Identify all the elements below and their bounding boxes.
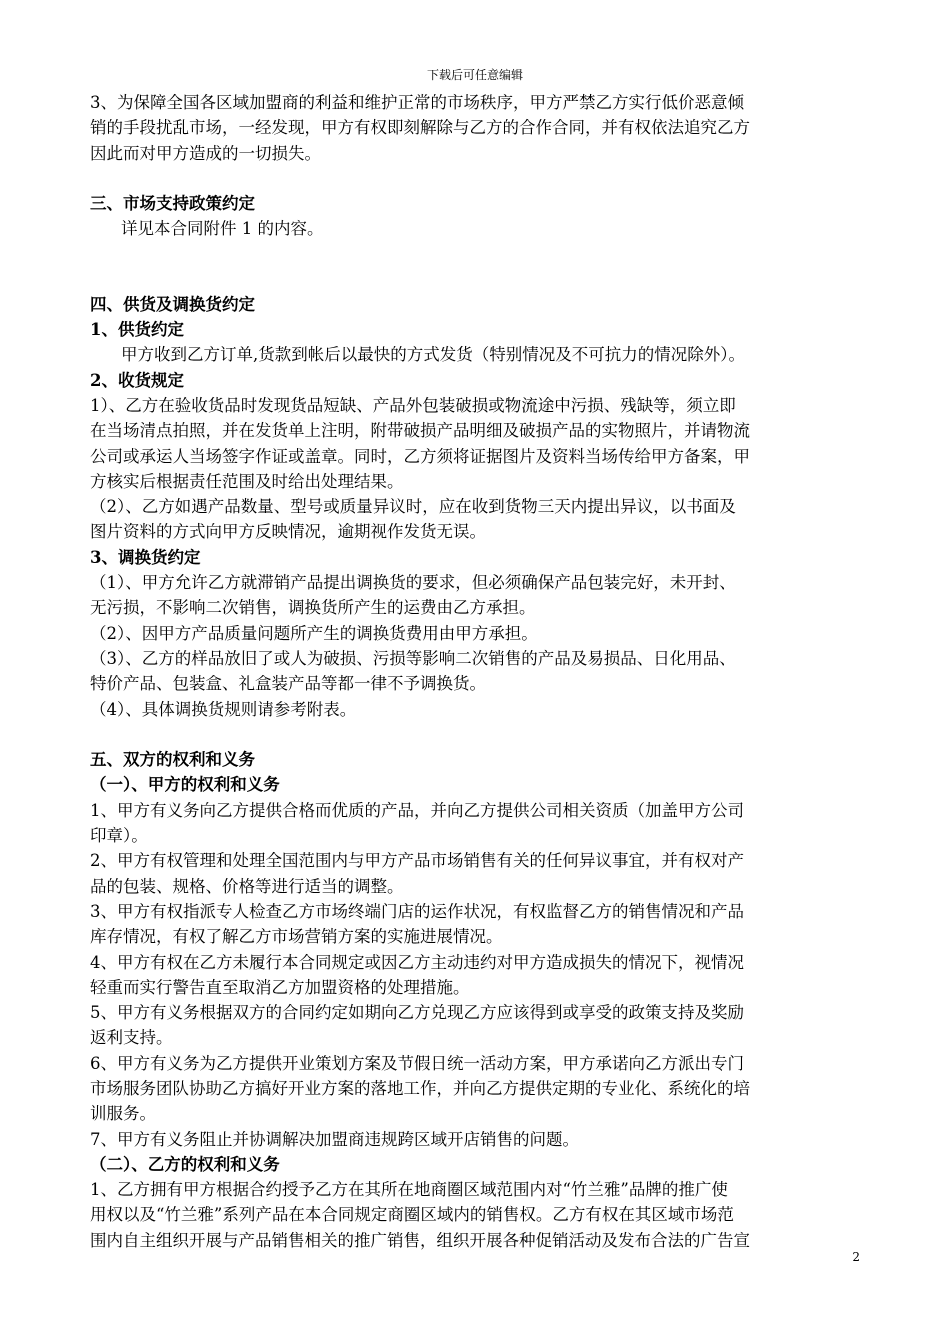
section-heading: 三、市场支持政策约定 <box>90 194 255 214</box>
paragraph-line: 2、甲方有权管理和处理全国范围内与甲方产品市场销售有关的任何异议事宜，并有权对产 <box>90 851 744 871</box>
page-header: 下载后可任意编辑 <box>426 68 523 82</box>
paragraph-line: 在当场清点拍照，并在发货单上注明，附带破损产品明细及破损产品的实物照片，并请物流 <box>90 421 750 441</box>
paragraph-line: （1）、甲方允许乙方就滞销产品提出调换货的要求，但必须确保产品包装完好，未开封、 <box>90 573 736 593</box>
paragraph-line: 无污损，不影响二次销售，调换货所产生的运费由乙方承担。 <box>90 598 536 618</box>
paragraph-line: （3）、乙方的样品放旧了或人为破损、污损等影响二次销售的产品及易损品、日化用品、 <box>90 648 736 668</box>
paragraph-line: 详见本合同附件 1 的内容。 <box>121 219 324 239</box>
paragraph-line: 1）、乙方在验收货品时发现货品短缺、产品外包装破损或物流途中污损、残缺等，须立即 <box>90 395 736 415</box>
paragraph-line: 7、甲方有义务阻止并协调解决加盟商违规跨区域开店销售的问题。 <box>90 1129 579 1149</box>
paragraph-line: 4、甲方有权在乙方未履行本合同规定或因乙方主动违约对甲方造成损失的情况下，视情况 <box>90 952 744 972</box>
subsection-heading: 1、供货约定 <box>90 320 184 340</box>
subsection-heading: 2、收货规定 <box>90 370 184 390</box>
paragraph-line: 围内自主组织开展与产品销售相关的推广销售，组织开展各种促销活动及发布合法的广告宣 <box>90 1230 750 1250</box>
paragraph-line: 1、甲方有义务向乙方提供合格而优质的产品，并向乙方提供公司相关资质（加盖甲方公司 <box>90 800 744 820</box>
paragraph-line: 公司或承运人当场签字作证或盖章。同时，乙方须将证据图片及资料当场传给甲方备案，甲 <box>90 446 750 466</box>
subsection-heading: （二）、乙方的权利和义务 <box>90 1154 280 1174</box>
paragraph-line: （4）、具体调换货规则请参考附表。 <box>90 699 357 719</box>
paragraph-line: 甲方收到乙方订单,货款到帐后以最快的方式发货（特别情况及不可抗力的情况除外）。 <box>121 345 745 365</box>
paragraph-line: 库存情况，有权了解乙方市场营销方案的实施进展情况。 <box>90 927 503 947</box>
paragraph-line: 6、甲方有义务为乙方提供开业策划方案及节假日统一活动方案，甲方承诺向乙方派出专门 <box>90 1053 744 1073</box>
paragraph-line: 5、甲方有义务根据双方的合同约定如期向乙方兑现乙方应该得到或享受的政策支持及奖励 <box>90 1003 744 1023</box>
paragraph-line: （2）、乙方如遇产品数量、型号或质量异议时，应在收到货物三天内提出异议，以书面及 <box>90 497 736 517</box>
paragraph-line: 训服务。 <box>90 1104 156 1124</box>
paragraph-line: 图片资料的方式向甲方反映情况，逾期视作发货无误。 <box>90 522 486 542</box>
document-body <box>90 90 862 1253</box>
paragraph-line: 3、甲方有权指派专人检查乙方市场终端门店的运作状况，有权监督乙方的销售情况和产品 <box>90 901 744 921</box>
paragraph-line: 因此而对甲方造成的一切损失。 <box>90 143 321 163</box>
paragraph-line: （2）、因甲方产品质量问题所产生的调换货费用由甲方承担。 <box>90 623 538 643</box>
paragraph-line: 用权以及“竹兰雅”系列产品在本合同规定商圈区域内的销售权。乙方有权在其区域市场范 <box>90 1205 734 1225</box>
paragraph-line: 印章）。 <box>90 826 148 846</box>
section-heading: 五、双方的权利和义务 <box>90 750 255 770</box>
subsection-heading: 3、调换货约定 <box>90 547 201 567</box>
paragraph-line: 轻重而实行警告直至取消乙方加盟资格的处理措施。 <box>90 977 470 997</box>
paragraph-line: 特价产品、包装盒、礼盒装产品等都一律不予调换货。 <box>90 674 486 694</box>
paragraph-line: 3、为保障全国各区域加盟商的利益和维护正常的市场秩序，甲方严禁乙方实行低价恶意倾 <box>90 93 744 112</box>
section-heading: 四、供货及调换货约定 <box>90 294 255 314</box>
subsection-heading: （一）、甲方的权利和义务 <box>90 775 280 795</box>
paragraph-line: 销的手段扰乱市场，一经发现，甲方有权即刻解除与乙方的合作合同，并有权依法追究乙方 <box>90 118 750 138</box>
paragraph-line: 市场服务团队协助乙方搞好开业方案的落地工作，并向乙方提供定期的专业化、系统化的培 <box>90 1078 750 1098</box>
paragraph-line: 品的包装、规格、价格等进行适当的调整。 <box>90 876 404 896</box>
paragraph-line: 1、乙方拥有甲方根据合约授予乙方在其所在地商圈区域范围内对“竹兰雅”品牌的推广使 <box>90 1180 728 1200</box>
paragraph-line: 返利支持。 <box>90 1028 173 1048</box>
page-number: 2 <box>852 1250 860 1264</box>
paragraph-line: 方核实后根据责任范围及时给出处理结果。 <box>90 471 404 491</box>
